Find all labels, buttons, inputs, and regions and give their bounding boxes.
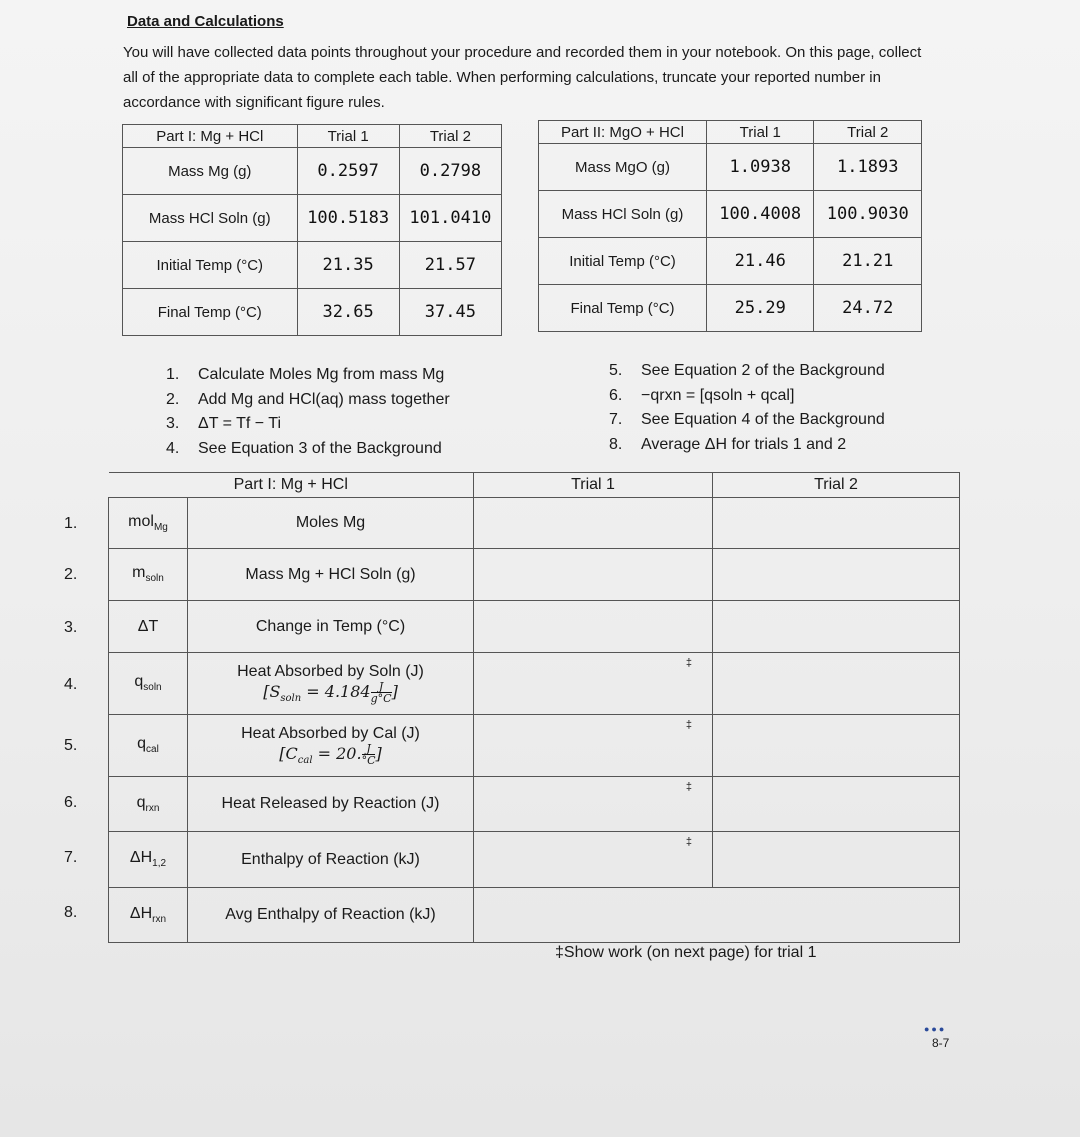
part1-header-trial2: Trial 2 — [399, 125, 501, 148]
description-cell — [188, 653, 474, 715]
description-cell: Mass Mg + HCl Soln (g) — [188, 549, 474, 601]
description-cell: Moles Mg — [188, 498, 474, 549]
step-item: 5. See Equation 2 of the Background — [609, 362, 885, 379]
enthalpy-trial2-cell[interactable] — [713, 832, 960, 888]
part2-row-label: Initial Temp (°C) — [539, 238, 707, 285]
part1-row-label: Final Temp (°C) — [123, 289, 298, 336]
part2-mass-hcl-trial2: 100.9030 — [814, 191, 922, 238]
symbol-cell: mol$_{Mg}$ — [109, 498, 188, 549]
calculation-table — [108, 472, 960, 943]
part1-data-table — [122, 124, 502, 336]
part1-final-temp-trial1: 32.65 — [297, 289, 399, 336]
part2-final-temp-trial2: 24.72 — [814, 285, 922, 332]
row-number: 2. — [64, 566, 78, 583]
part2-initial-temp-trial1: 21.46 — [706, 238, 814, 285]
heat-cal-label: Heat Absorbed by Cal (J) — [241, 724, 420, 742]
part2-mass-hcl-trial1: 100.4008 — [706, 191, 814, 238]
calc-header-trial1: Trial 1 — [474, 473, 713, 498]
part1-final-temp-trial2: 37.45 — [399, 289, 501, 336]
part2-row-label: Final Temp (°C) — [539, 285, 707, 332]
part2-header-trial2: Trial 2 — [814, 121, 922, 144]
step-item: 4. See Equation 3 of the Background — [166, 439, 442, 457]
step-item: 2. Add Mg and HCl(aq) mass together — [166, 390, 450, 408]
q-cal-trial2-cell[interactable] — [713, 715, 960, 777]
row-number: 4. — [64, 676, 78, 693]
row-number: 1. — [64, 515, 78, 532]
page-title: Data and Calculations — [127, 13, 284, 30]
part2-data-table — [538, 120, 922, 332]
part1-mass-hcl-trial2: 101.0410 — [399, 195, 501, 242]
part1-header-label: Part I: Mg + HCl — [123, 125, 298, 148]
dagger-mark: ‡ — [685, 719, 692, 731]
part1-mass-hcl-trial1: 100.5183 — [297, 195, 399, 242]
steps-list-right — [609, 359, 885, 457]
dagger-mark: ‡ — [685, 781, 692, 793]
moles-trial1-cell[interactable] — [474, 498, 713, 549]
symbol-cell: $\Delta H_{rxn}$ — [109, 888, 188, 943]
delta-t-trial2-cell[interactable] — [713, 601, 960, 653]
part1-header-trial1: Trial 1 — [297, 125, 399, 148]
q-soln-trial1-cell[interactable] — [474, 653, 713, 715]
calc-header-label: Part I: Mg + HCl — [109, 473, 474, 498]
steps-list-left — [166, 363, 450, 461]
step-item: 8. Average ΔH for trials 1 and 2 — [609, 435, 847, 453]
moles-trial2-cell[interactable] — [713, 498, 960, 549]
symbol-cell: $\Delta H_{1,2}$ — [109, 832, 188, 888]
mass-soln-trial1-cell[interactable] — [474, 549, 713, 601]
dots-icon: ●●● — [924, 1024, 947, 1034]
part2-mass-mgo-trial1: 1.0938 — [706, 144, 814, 191]
heat-soln-label: Heat Absorbed by Soln (J) — [237, 662, 424, 680]
part1-mass-mg-trial2: 0.2798 — [399, 148, 501, 195]
description-cell: Heat Released by Reaction (J) — [188, 777, 474, 832]
part1-row-label: Mass Mg (g) — [123, 148, 298, 195]
avg-enthalpy-cell[interactable] — [474, 888, 960, 943]
dagger-mark: ‡ — [685, 657, 692, 669]
part2-header-label: Part II: MgO + HCl — [539, 121, 707, 144]
q-rxn-trial1-cell[interactable] — [474, 777, 713, 832]
symbol-cell: $m_{soln}$ — [109, 549, 188, 601]
delta-t-trial1-cell[interactable] — [474, 601, 713, 653]
symbol-cell: ΔT — [109, 601, 188, 653]
part2-initial-temp-trial2: 21.21 — [814, 238, 922, 285]
q-soln-trial2-cell[interactable] — [713, 653, 960, 715]
description-cell: Change in Temp (°C) — [188, 601, 474, 653]
page-number: 8-7 — [932, 1036, 950, 1050]
part2-mass-mgo-trial2: 1.1893 — [814, 144, 922, 191]
row-number: 7. — [64, 849, 78, 866]
symbol-cell: $q_{rxn}$ — [109, 777, 188, 832]
row-number: 3. — [64, 619, 78, 636]
description-cell: Avg Enthalpy of Reaction (kJ) — [188, 888, 474, 943]
row-number: 8. — [64, 904, 78, 921]
q-rxn-trial2-cell[interactable] — [713, 777, 960, 832]
part1-initial-temp-trial1: 21.35 — [297, 242, 399, 289]
part1-initial-temp-trial2: 21.57 — [399, 242, 501, 289]
part1-row-label: Mass HCl Soln (g) — [123, 195, 298, 242]
symbol-cell: $q_{soln}$ — [109, 653, 188, 715]
footnote: ‡Show work (on next page) for trial 1 — [555, 944, 817, 961]
mass-soln-trial2-cell[interactable] — [713, 549, 960, 601]
part2-final-temp-trial1: 25.29 — [706, 285, 814, 332]
part1-mass-mg-trial1: 0.2597 — [297, 148, 399, 195]
cal-constant-formula: [$C_{cal} = 20$. $\frac{J}{^\circ C}$ ] — [279, 741, 382, 767]
part2-header-trial1: Trial 1 — [706, 121, 814, 144]
row-number: 5. — [64, 737, 78, 754]
description-cell: Enthalpy of Reaction (kJ) — [188, 832, 474, 888]
calc-header-trial2: Trial 2 — [713, 473, 960, 498]
row-number: 6. — [64, 794, 78, 811]
part2-row-label: Mass HCl Soln (g) — [539, 191, 707, 238]
step-item: 3. ΔT = Tf − Ti — [166, 415, 282, 432]
part2-row-label: Mass MgO (g) — [539, 144, 707, 191]
step-item: 1. Calculate Moles Mg from mass Mg — [166, 366, 445, 383]
part1-row-label: Initial Temp (°C) — [123, 242, 298, 289]
specific-heat-formula: [$S_{soln} = 4.184$ $\frac{J}{g^\circ C}$ ] — [263, 679, 398, 705]
symbol-cell: $q_{cal}$ — [109, 715, 188, 777]
step-item: 7. See Equation 4 of the Background — [609, 411, 885, 428]
q-cal-trial1-cell[interactable] — [474, 715, 713, 777]
intro-paragraph: You will have collected data points throughout your procedure and recorded them in your notebook. On this page, collect all of the appropriate data to complete each table. When performing calculations, truncate your reported number in accordance with significant figure rules. — [123, 44, 922, 111]
dagger-mark: ‡ — [685, 836, 692, 848]
step-item: 6. −qrxn = [qsoln + qcal] — [609, 386, 795, 404]
enthalpy-trial1-cell[interactable] — [474, 832, 713, 888]
description-cell — [188, 715, 474, 777]
